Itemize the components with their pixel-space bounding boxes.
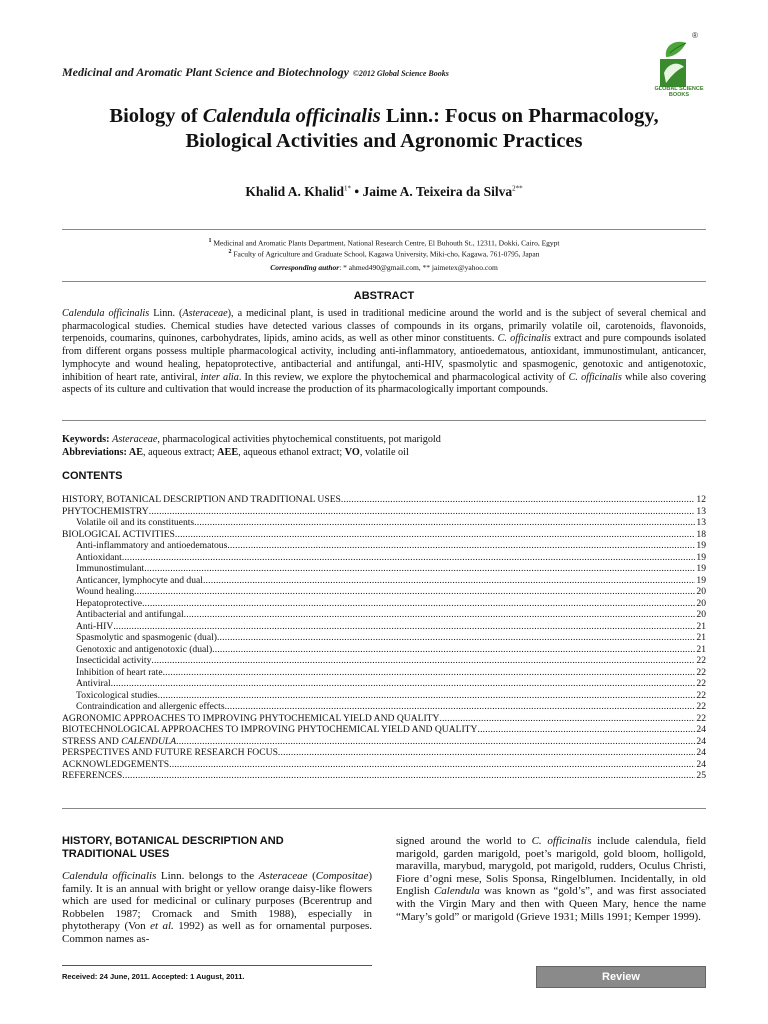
toc-entry-page: 22: [696, 701, 706, 712]
table-of-contents: [62, 494, 706, 782]
toc-leader-dots: [175, 529, 696, 541]
toc-entry-label: Toxicological studies: [76, 689, 158, 701]
journal-name: [62, 65, 449, 80]
toc-entry-label: Volatile oil and its constituents: [76, 517, 195, 528]
body-column-right: signed around the world to C. officinalis include calendula, field marigold, garden marigold, poet’s marigold, gold bloom, holligold, maravilla, marybud, marygold, pot marigold, rudders, Oculus Christi, Fiore d’ogni mese, Solis Sponsa, Ringelblumen. Incidentally, in old English Calendula was known as “gold’s”, and was first associated with the Virgin Mary and then with Queen Mary, hence the name “Mary’s gold” or marigold (Grieve 1931; Mills 1991; Kemper 1999).: [396, 835, 706, 923]
contents-heading: CONTENTS: [62, 470, 123, 482]
toc-leader-dots: [184, 609, 696, 621]
toc-entry[interactable]: [62, 563, 706, 575]
toc-entry-page: 19: [696, 551, 706, 563]
toc-entry-page: 20: [696, 609, 706, 620]
received-dates: Received: 24 June, 2011. Accepted: 1 August, 2011.: [62, 972, 245, 981]
abbreviations: Abbreviations: AE, aqueous extract; AEE, aqueous ethanol extract; VO, volatile oil: [62, 446, 409, 458]
toc-entry-page: 12: [696, 494, 706, 505]
toc-entry-label: Contraindication and allergenic effects: [76, 701, 225, 712]
toc-leader-dots: [176, 736, 695, 748]
toc-entry[interactable]: [62, 609, 706, 621]
toc-entry-page: 21: [696, 643, 706, 655]
toc-entry-label: Immunostimulant: [76, 563, 145, 574]
toc-entry-label: Antioxidant: [76, 551, 122, 563]
toc-entry-page: 13: [696, 505, 706, 517]
toc-entry-label: Insecticidal activity: [76, 655, 152, 666]
toc-entry[interactable]: [62, 690, 706, 702]
toc-leader-dots: [144, 563, 695, 575]
toc-entry-label: Anti-HIV: [76, 620, 114, 632]
toc-entry-label: HISTORY, BOTANICAL DESCRIPTION AND TRADITIONAL USES: [62, 494, 341, 505]
toc-leader-dots: [149, 506, 696, 518]
toc-leader-dots: [169, 759, 695, 771]
toc-leader-dots: [227, 540, 695, 552]
article-type-badge: Review: [536, 966, 706, 988]
toc-entry[interactable]: [62, 759, 706, 771]
toc-entry-page: 24: [696, 735, 706, 747]
divider: [62, 808, 706, 809]
journal-title: Medicinal and Aromatic Plant Science and Biotechnology: [62, 65, 349, 79]
toc-entry-page: 24: [696, 724, 706, 735]
toc-leader-dots: [477, 724, 695, 736]
copyright: ©2012 Global Science Books: [352, 69, 449, 78]
toc-entry[interactable]: [62, 506, 706, 518]
toc-entry-label: STRESS AND CALENDULA: [62, 735, 177, 747]
toc-entry[interactable]: [62, 494, 706, 506]
toc-entry-label: Spasmolytic and spasmogenic (dual): [76, 632, 217, 643]
toc-leader-dots: [439, 713, 695, 725]
toc-entry-label: BIOLOGICAL ACTIVITIES: [62, 528, 175, 540]
footer-divider: [62, 965, 372, 966]
toc-entry[interactable]: [62, 529, 706, 541]
toc-entry-page: 13: [696, 517, 706, 528]
toc-entry-label: PHYTOCHEMISTRY: [62, 505, 149, 517]
divider: [62, 281, 706, 282]
body-column-left: Calendula officinalis Linn. belongs to the Asteraceae (Compositae) family. It is an annual with bright or yellow orange daisy-like flowers which are used for medicinal or culinary purposes (Bcerentrup and Robbelen 1987; Cromack and Smith 1988), especially in phytotherapy (Von et al. 1992) as well as for ornamental purposes. Common names as-: [62, 870, 372, 945]
toc-entry[interactable]: [62, 667, 706, 679]
toc-entry[interactable]: [62, 575, 706, 587]
affiliation-1: $^1$ Medicinal and Aromatic Plants Department, National Research Centre, El Buhouth St., 12311, Dokki, Cairo, Egypt: [208, 238, 560, 248]
article-title: Biology of Calendula officinalis Linn.: Focus on Pharmacology, Biological Activities and Agronomic Practices: [109, 105, 659, 152]
toc-entry[interactable]: [62, 655, 706, 667]
section-heading: HISTORY, BOTANICAL DESCRIPTION AND TRADITIONAL USES: [62, 835, 284, 860]
toc-entry-page: 22: [696, 655, 706, 666]
abstract-heading: ABSTRACT: [353, 290, 415, 302]
keywords: Keywords: Asteraceae, pharmacological activities phytochemical constituents, pot marigold: [62, 434, 441, 445]
toc-leader-dots: [203, 575, 695, 587]
toc-entry[interactable]: [62, 770, 706, 782]
toc-entry-page: 20: [696, 597, 706, 609]
toc-leader-dots: [158, 690, 696, 702]
logo-text: GLOBAL SCIENCE BOOKS: [654, 86, 704, 98]
toc-leader-dots: [111, 678, 696, 690]
toc-entry-label: Anticancer, lymphocyte and dual: [76, 574, 203, 586]
toc-leader-dots: [122, 552, 696, 564]
toc-entry-page: 22: [696, 712, 706, 724]
toc-entry-page: 18: [696, 528, 706, 540]
toc-leader-dots: [134, 586, 695, 598]
toc-leader-dots: [217, 632, 695, 644]
toc-entry-label: Anti-inflammatory and antioedematous: [76, 540, 228, 551]
toc-leader-dots: [122, 770, 695, 782]
toc-entry-label: Inhibition of heart rate: [76, 666, 163, 678]
authors: Khalid A. Khalid$^{1*}$ • Jaime A. Teixeira da Silva$^{2**}$: [245, 184, 523, 199]
toc-leader-dots: [142, 598, 695, 610]
toc-entry-page: 20: [696, 586, 706, 597]
toc-entry-page: 19: [696, 574, 706, 586]
toc-entry[interactable]: [62, 644, 706, 656]
corresponding-author: Corresponding author: * ahmed490@gmail.com, ** jaimetex@yahoo.com: [270, 263, 498, 272]
toc-entry-page: 21: [696, 632, 706, 643]
divider: [62, 229, 706, 230]
toc-entry[interactable]: [62, 713, 706, 725]
toc-entry-label: REFERENCES: [62, 770, 123, 781]
toc-leader-dots: [225, 701, 696, 713]
toc-entry-page: 24: [696, 747, 706, 758]
toc-entry[interactable]: [62, 517, 706, 529]
toc-entry-label: ACKNOWLEDGEMENTS: [62, 758, 170, 770]
logo-registered: ®: [692, 31, 698, 40]
toc-entry-label: PERSPECTIVES AND FUTURE RESEARCH FOCUS: [62, 747, 278, 758]
toc-entry-label: AGRONOMIC APPROACHES TO IMPROVING PHYTOCHEMICAL YIELD AND QUALITY: [62, 712, 440, 724]
toc-entry[interactable]: [62, 586, 706, 598]
toc-entry[interactable]: [62, 632, 706, 644]
toc-leader-dots: [163, 667, 696, 679]
toc-leader-dots: [194, 517, 695, 529]
toc-entry-page: 19: [696, 563, 706, 574]
toc-entry-label: Genotoxic and antigenotoxic (dual): [76, 643, 213, 655]
toc-entry-label: Wound healing: [76, 586, 135, 597]
toc-leader-dots: [278, 747, 696, 759]
toc-entry-page: 25: [696, 770, 706, 781]
toc-entry-label: Antibacterial and antifungal: [76, 609, 184, 620]
toc-leader-dots: [113, 621, 695, 633]
toc-entry[interactable]: [62, 598, 706, 610]
divider: [62, 420, 706, 421]
toc-entry-label: BIOTECHNOLOGICAL APPROACHES TO IMPROVING PHYTOCHEMICAL YIELD AND QUALITY: [62, 724, 478, 735]
toc-entry-page: 22: [696, 666, 706, 678]
abstract-text: Calendula officinalis Linn. (Asteraceae), a medicinal plant, is used in traditional medicine around the world and is the subject of several chemical and pharmacological studies. Chemical studies have detected various classes of compounds in its organs, primarily volatile oil, carotenoids, flavonoids, terpenoids, coumarins, quinones, carbohydrates, lipids, amino acids, as well as other minor constituents. C. officinalis extract and pure compounds isolated from different organs possess multiple pharmacological activity, including anti-inflammatory, antioedematous, antioxidant, immunostimulant, anticancer, lymphocyte and wound healing, hepatoprotective, antibacterial and antifungal, anti-HIV, spasmolytic and spasmogenic, genotoxic and antigenotoxic, inhibition of heart rate, antiviral, inter alia. In this review, we explore the phytochemical and pharmacological activity of C. officinalis while also covering aspects of its culture and cultivation that would increase the production of its pharmacologically important compounds.: [62, 308, 707, 396]
toc-entry-page: 22: [696, 678, 706, 689]
toc-entry[interactable]: [62, 724, 706, 736]
toc-leader-dots: [212, 644, 695, 656]
toc-entry-page: 22: [696, 689, 706, 701]
keywords-block: [62, 434, 706, 459]
toc-leader-dots: [341, 494, 696, 506]
toc-entry[interactable]: [62, 736, 706, 748]
toc-entry[interactable]: [62, 540, 706, 552]
toc-entry-page: 24: [696, 758, 706, 770]
toc-entry-label: Hepatoprotective: [76, 597, 143, 609]
toc-entry[interactable]: [62, 701, 706, 713]
toc-leader-dots: [151, 655, 695, 667]
toc-entry[interactable]: [62, 678, 706, 690]
affiliation-2: $^2$ Faculty of Agriculture and Graduate School, Kagawa University, Miki-cho, Kagawa, 761-0795, Japan: [228, 249, 540, 259]
toc-entry[interactable]: [62, 747, 706, 759]
toc-entry-page: 19: [696, 540, 706, 551]
toc-entry-label: Antiviral: [76, 678, 111, 689]
toc-entry-page: 21: [696, 620, 706, 632]
toc-entry[interactable]: [62, 621, 706, 633]
toc-entry[interactable]: [62, 552, 706, 564]
